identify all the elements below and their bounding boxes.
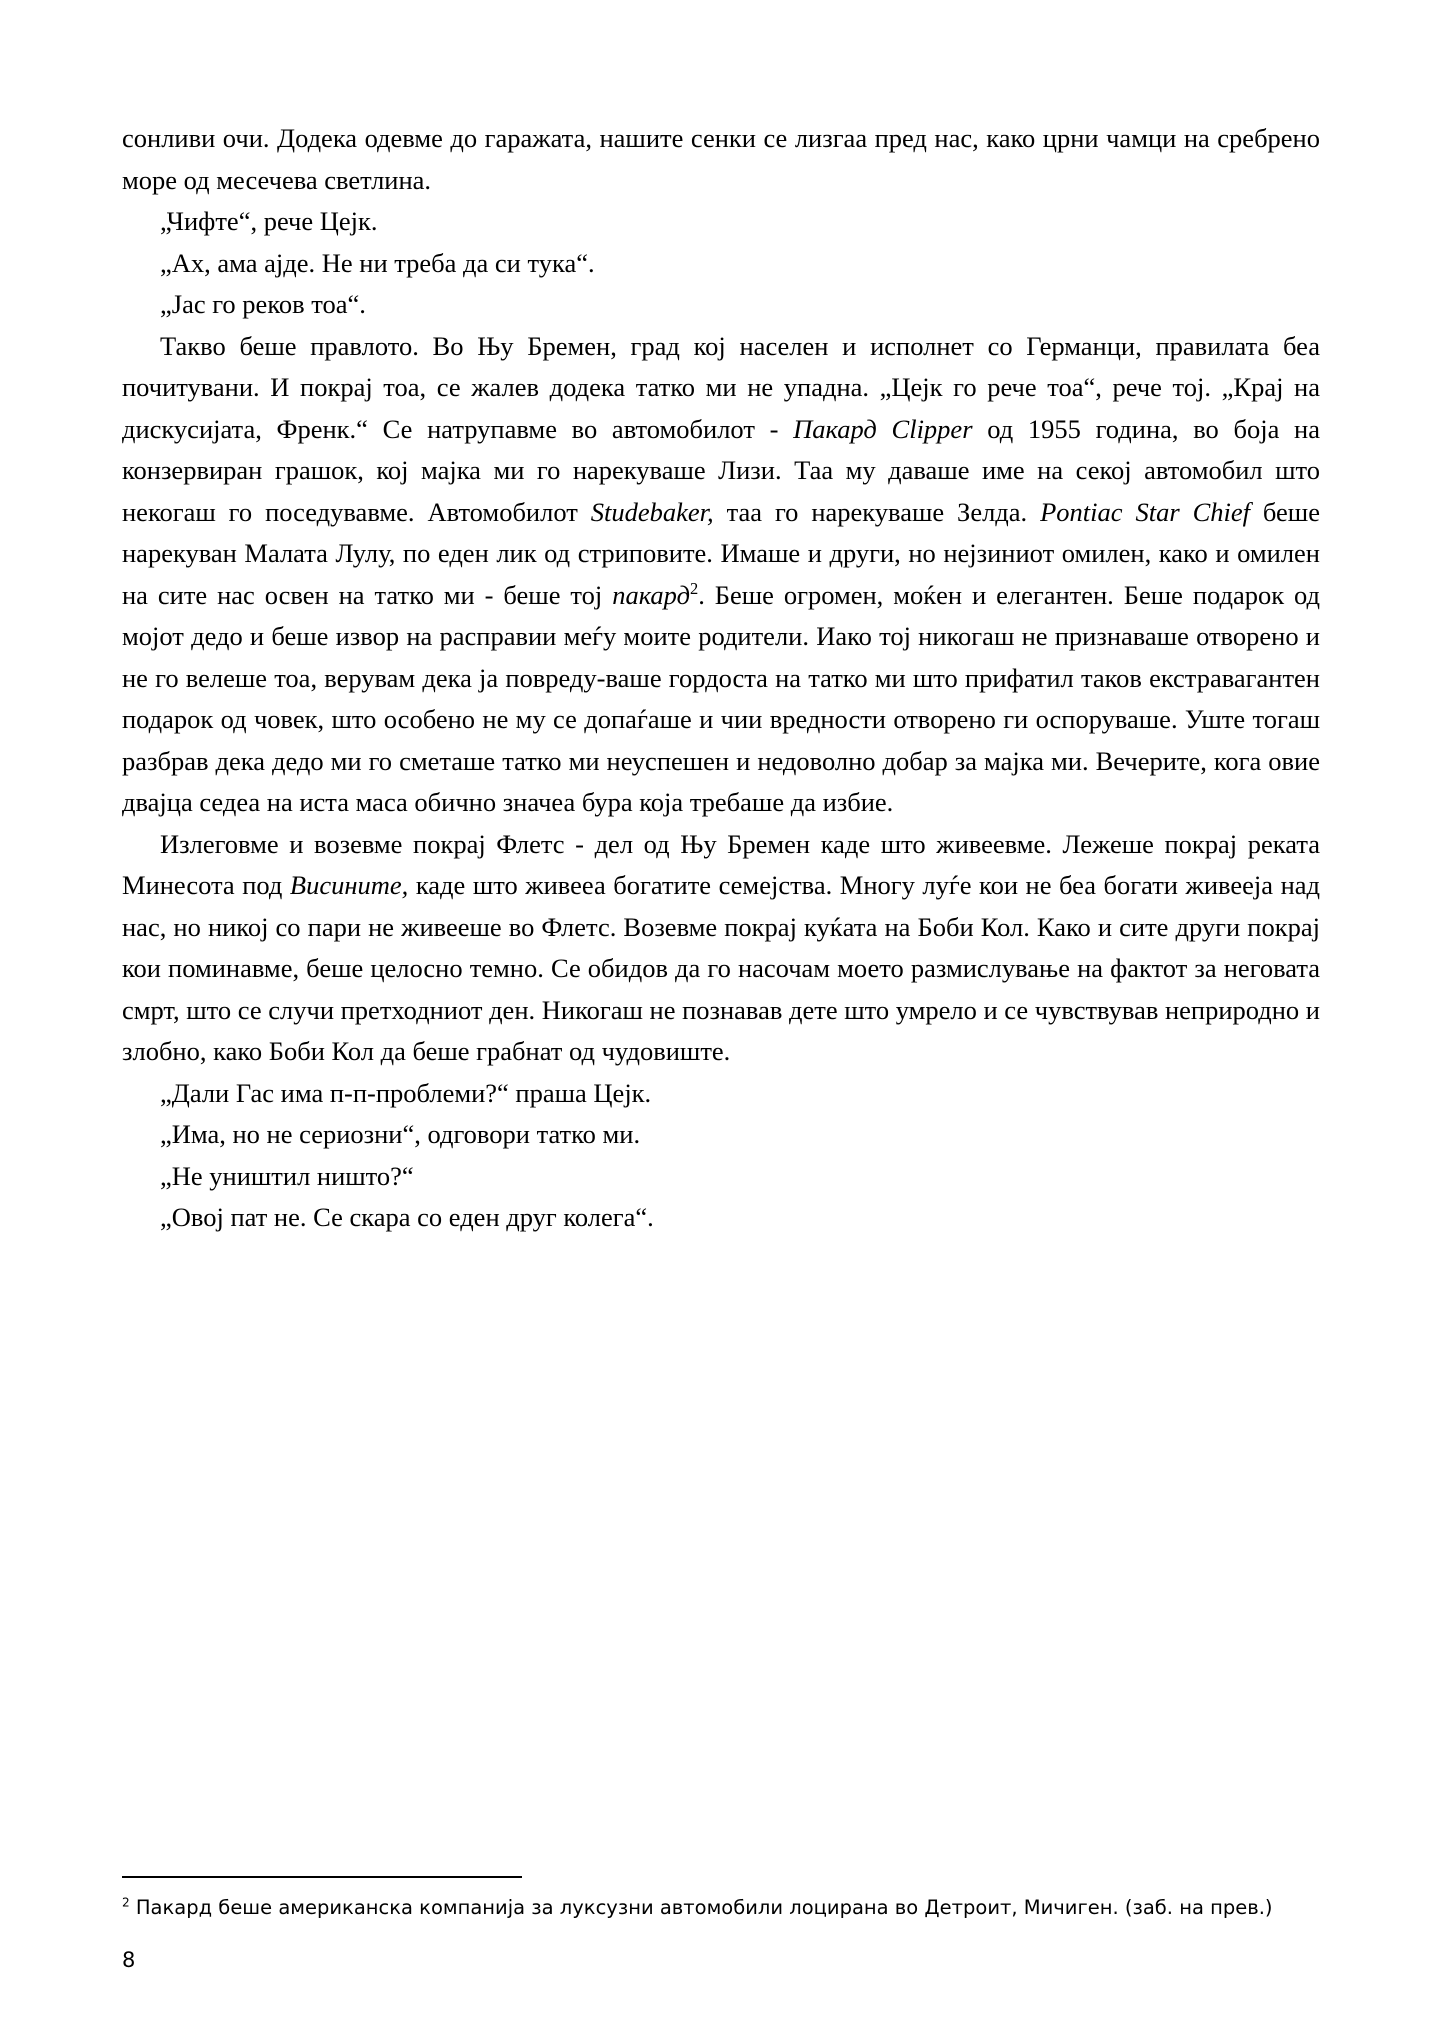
text-run: „Дали Гас има п-п-проблеми?“ праша Цејк. (160, 1077, 652, 1108)
footnote-text: Пакард беше американска компанија за луксузни автомобили лоцирана во Детроит, Мичиген. (заб. на прев.) (135, 1896, 1273, 1919)
text-run: . Беше огромен, моќен и елегантен. Беше подарок од мојот дедо и беше извор на расправии меѓу моите родители. Иако тој никогаш не признаваше отворено и не го велеше тоа, верувам дека ја повреду-ваше гордоста на татко ми што прифатил таков екстравагантен подарок од човек, што особено не му се допаѓаше и чии вредности отворено ги оспоруваше. Уште тогаш разбрав дека дедо ми го сметаше татко ми неуспешен и недоволно добар за мајка ми. Вечерите, кога овие двајца седеа на иста маса обично значеа бура која требаше да избие. (122, 579, 1321, 817)
page-body (122, 118, 1320, 1239)
paragraph (122, 1156, 1320, 1198)
paragraph (122, 326, 1320, 824)
paragraph (122, 824, 1320, 1073)
text-run: беше нарекуван Малата Лулу, по еден лик од стриповите. Имаше и други, но нејзиниот омилен, како и омилен на сите нас освен на татко ми - беше тој (122, 496, 1320, 610)
italic-run: Pontiac Star Chief (1040, 496, 1250, 527)
text-run: „Чифте“, рече Цејк. (160, 206, 378, 236)
footnote-area (122, 1876, 1320, 1973)
text-run: Такво беше правлото. Во Њу Бремен, град кој населен и исполнет со Германци, правилата беа почитувани. И покрај тоа, се жалев додека татко ми не упадна. „Цејк го рече тоа“, рече тој. „Крај на дискусијата, Френк.“ Се натрупавме во автомобилот - (122, 330, 1320, 444)
italic-run: пакард (612, 579, 690, 610)
paragraph (122, 1073, 1320, 1115)
text-run: каде што живееа богатите семејства. Многу луѓе кои не беа богати живееја над нас, но никој со пари не живееше во Флетс. Возевме покрај куќата на Боби Кол. Како и сите други покрај кои поминавме, беше целосно темно. Се обидов да го насочам моето размислување на фактот за неговата смрт, што се случи претходниот ден. Никогаш не познавав дете што умрело и се чувствував неприродно и злобно, како Боби Кол да беше грабнат од чудовиште. (122, 870, 1320, 1066)
paragraph (122, 284, 1320, 326)
italic-run: Пакард Clipper (793, 413, 973, 444)
paragraph (122, 201, 1320, 243)
paragraph (122, 1197, 1320, 1239)
text-run: Излеговме и возевме покрај Флетс - дел од Њу Бремен каде што живеевме. Лежеше покрај реката Минесота под (122, 828, 1320, 900)
paragraph (122, 243, 1320, 285)
text-run: „Овој пат не. Се скара со еден друг колега“. (160, 1202, 654, 1232)
footnote (122, 1892, 1320, 1923)
text-run: сонливи очи. Додека одевме до гаражата, нашите сенки се лизгаа пред нас, како црни чамци на сребрено море од месечева светлина. (122, 123, 1320, 195)
page-number: 8 (122, 1948, 136, 1972)
text-run: таа го нарекуваше Зелда. (713, 496, 1041, 527)
footnote-separator (122, 1876, 522, 1878)
text-run: „Јас го реков тоа“. (160, 289, 366, 319)
text-run: „Ах, ама ајде. Не ни треба да си тука“. (160, 247, 595, 278)
italic-run: Studebaker, (590, 496, 714, 527)
italic-run: Висините, (289, 870, 409, 900)
footnote-reference: 2 (689, 578, 699, 598)
footnote-marker: 2 (122, 1895, 130, 1910)
text-run: „Не уништил ништо?“ (160, 1160, 414, 1191)
text-run: „Има, но не сериозни“, одговори татко ми. (160, 1119, 641, 1149)
text-run: од 1955 година, во боја на конзервиран грашок, кој мајка ми го нарекуваше Лизи. Таа му даваше име на секој автомобил што некогаш го поседувавме. Автомобилот (122, 413, 1321, 527)
paragraph (122, 1114, 1320, 1156)
paragraph (122, 118, 1320, 201)
